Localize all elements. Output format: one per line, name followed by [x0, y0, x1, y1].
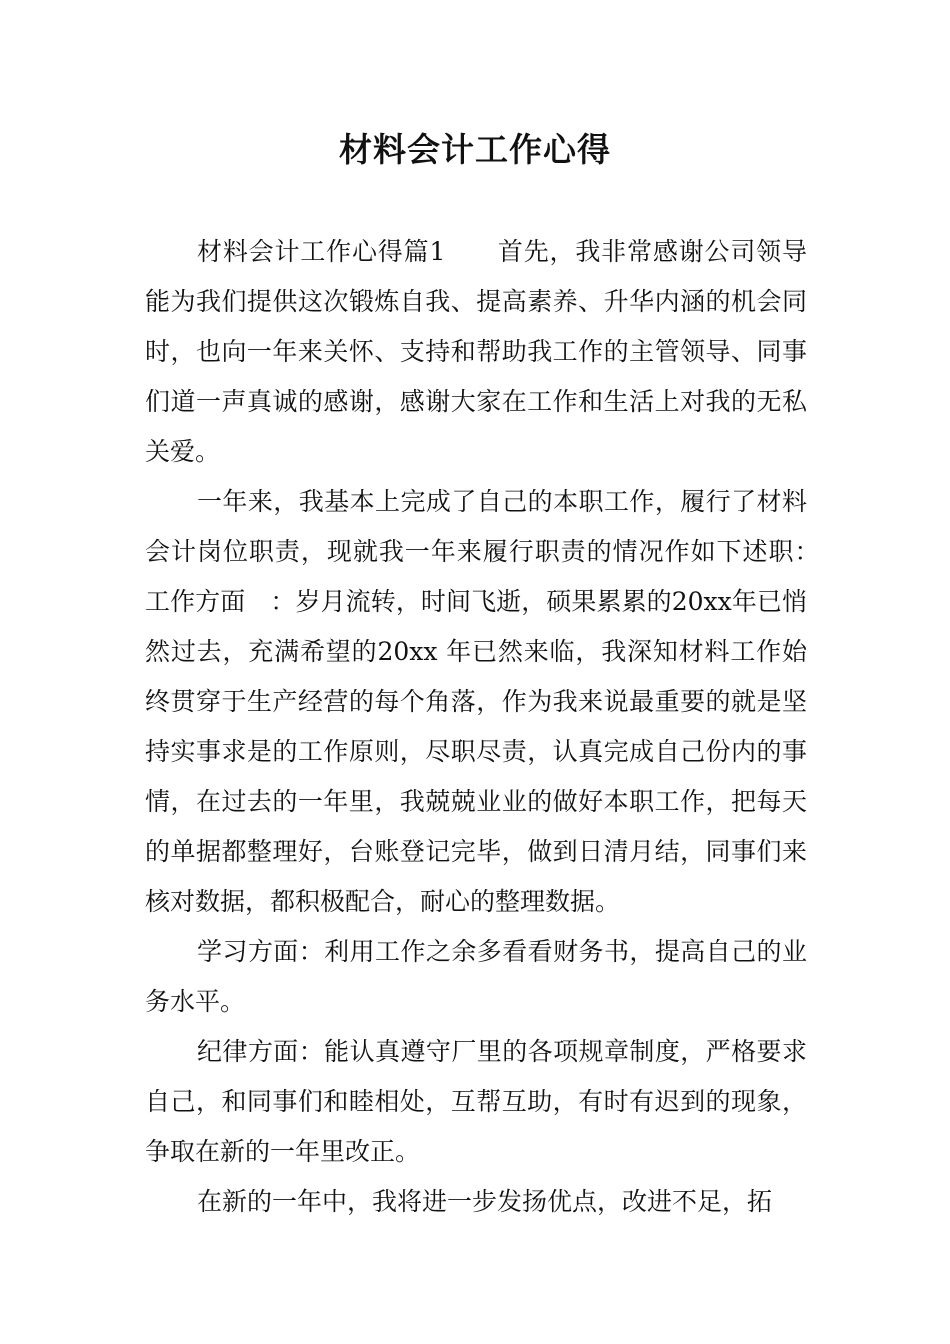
paragraph: 一年来，我基本上完成了自己的本职工作，履行了材料会计岗位职责，现就我一年来履行职责的情况作如下述职： 工作方面 ：岁月流转，时间飞逝，硕果累累的20xx年已悄然过去，充满希望的20xx 年已然来临，我深知材料工作始终贯穿于生产经营的每个角落，作为我来说最重要的就是坚持实事求是的工作原则，尽职尽责，认真完成自己份内的事情，在过去的一年里，我兢兢业业的做好本职工作，把每天的单据都整理好，台账登记完毕，做到日清月结，同事们来核对数据，都积极配合，耐心的整理数据。: [145, 487, 833, 916]
paragraph: 在新的一年中，我将进一步发扬优点，改进不足，拓: [197, 1187, 773, 1216]
document-title: 材料会计工作心得: [339, 130, 611, 169]
paragraph: 材料会计工作心得篇1 首先，我非常感谢公司领导能为我们提供这次锻炼自我、提高素养、升华内涵的机会同时，也向一年来关怀、支持和帮助我工作的主管领导、同事们道一声真诚的感谢，感谢大家在工作和生活上对我的无私关爱。: [145, 237, 807, 466]
paragraph: 学习方面：利用工作之余多看看财务书，提高自己的业务水平。: [145, 937, 807, 1016]
document-body: [145, 227, 833, 1227]
paragraph: 纪律方面：能认真遵守厂里的各项规章制度，严格要求自己，和同事们和睦相处，互帮互助，有时有迟到的现象，争取在新的一年里改正。: [145, 1037, 807, 1166]
